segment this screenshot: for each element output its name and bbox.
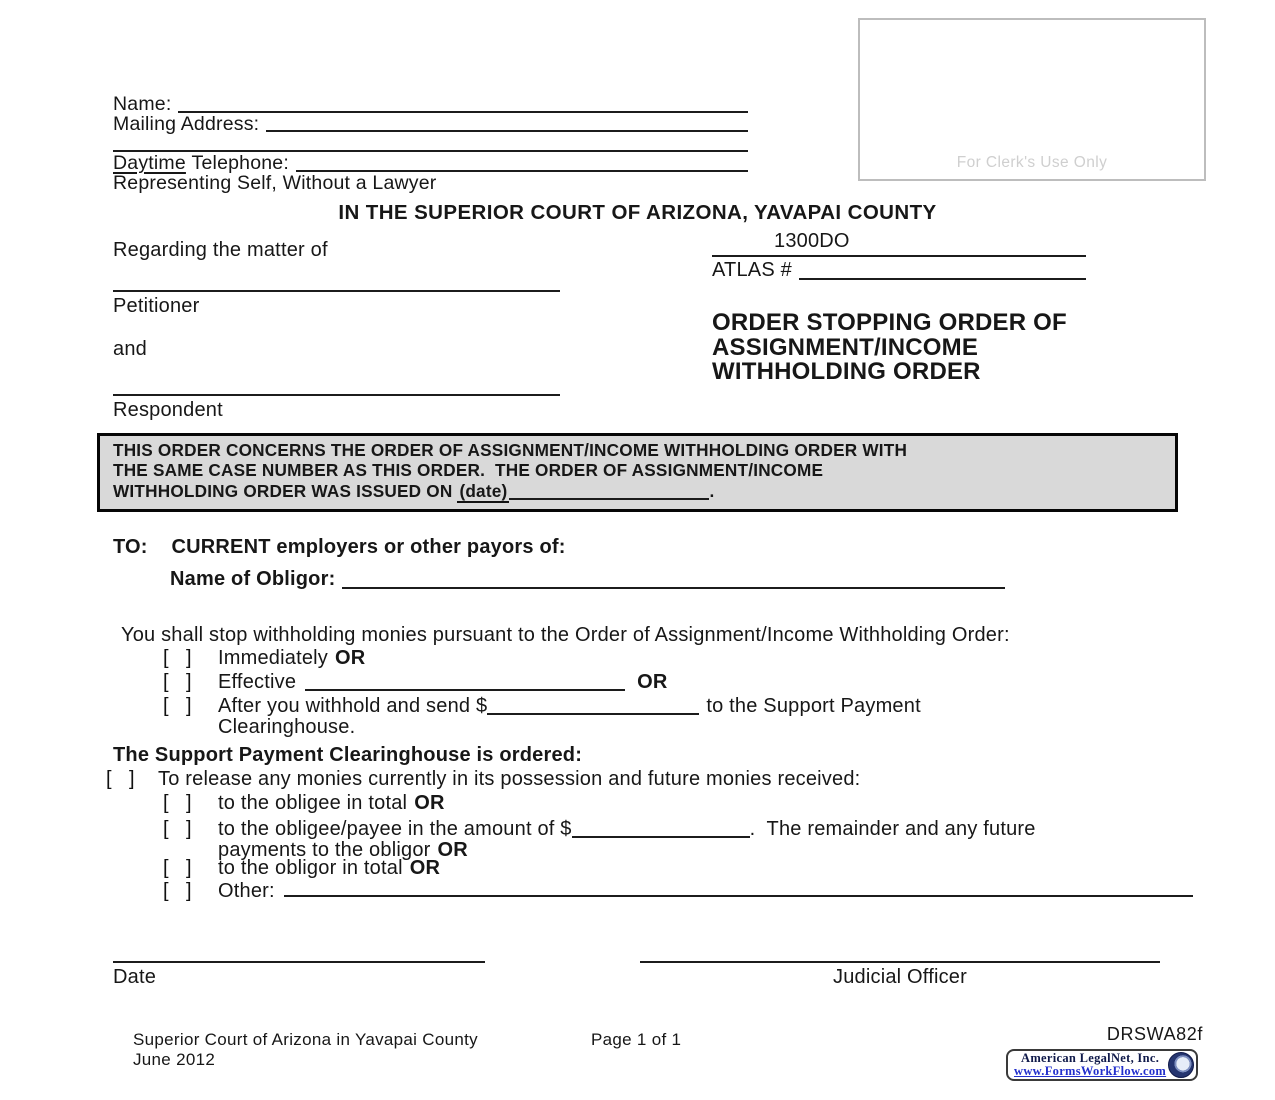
- or-label: OR: [409, 857, 441, 879]
- to-label: TO:: [113, 536, 148, 558]
- stop-intro: You shall stop withholding monies pursuant to the Order of Assignment/Income Withholding Order:: [121, 624, 1010, 646]
- checkbox-obligee-payee[interactable]: [ ]: [163, 818, 192, 840]
- footer-page-number: Page 1 of 1: [591, 1030, 682, 1049]
- representing-row: [113, 171, 748, 194]
- name-row: [113, 92, 748, 115]
- checkbox-obligor-total[interactable]: [ ]: [163, 857, 192, 879]
- footer-revision-date: June 2012: [133, 1049, 216, 1069]
- telephone-row: [113, 154, 748, 174]
- order-title-line2: ASSIGNMENT/INCOME: [712, 333, 979, 361]
- judicial-officer-label: Judicial Officer: [833, 966, 967, 988]
- or-label: OR: [335, 647, 366, 669]
- daytime-word: Daytime: [113, 152, 186, 175]
- order-title-line3: WITHHOLDING ORDER: [712, 358, 981, 386]
- issued-date-label: (date): [459, 480, 508, 501]
- obligee-payee-pre: to the obligee/payee in the amount of $: [218, 818, 572, 840]
- checkbox-release[interactable]: [ ]: [106, 768, 135, 790]
- checkbox-other[interactable]: [ ]: [163, 880, 192, 902]
- other-label: Other:: [218, 880, 275, 902]
- notice-line1: THIS ORDER CONCERNS THE ORDER OF ASSIGNMENT/INCOME WITHHOLDING ORDER WITH: [113, 440, 908, 460]
- obligor-total-text: [218, 858, 440, 879]
- withhold-amount-field[interactable]: [487, 695, 699, 715]
- effective-label: Effective: [218, 671, 297, 693]
- notice-line3-prefix: WITHHOLDING ORDER WAS ISSUED ON: [113, 480, 453, 501]
- or-label: OR: [414, 792, 445, 814]
- legalnet-text: [1014, 1052, 1166, 1079]
- order-title: [712, 311, 1192, 385]
- obligor-label: Name of Obligor:: [170, 568, 336, 590]
- option-obligor-total: [163, 858, 1193, 879]
- effective-date-field[interactable]: [305, 671, 625, 691]
- telephone-label: Telephone:: [191, 152, 289, 175]
- notice-line3-suffix: .: [709, 480, 715, 501]
- mailing-address-field[interactable]: [266, 130, 748, 132]
- after-withhold-post: to the Support Payment: [706, 695, 921, 717]
- obligee-total-label: to the obligee in total: [218, 792, 408, 814]
- atlas-label: ATLAS #: [712, 259, 792, 281]
- obligee-payee-text: [218, 818, 1036, 861]
- respondent-name-field[interactable]: [113, 394, 560, 396]
- immediately-label: Immediately: [218, 647, 329, 669]
- payee-amount-field[interactable]: [572, 818, 750, 838]
- checkbox-obligee-total[interactable]: [ ]: [163, 792, 192, 814]
- case-number-value: 1300DO: [774, 230, 850, 252]
- obligor-row: [170, 568, 1005, 591]
- date-label: Date: [113, 966, 157, 988]
- regarding-label: Regarding the matter of: [113, 239, 328, 261]
- footer-court-name: Superior Court of Arizona in Yavapai County: [133, 1030, 478, 1049]
- judicial-officer-signature-field[interactable]: [640, 961, 1160, 963]
- checkbox-effective[interactable]: [ ]: [163, 671, 192, 693]
- other-field[interactable]: [284, 895, 1193, 897]
- option-effective: [163, 671, 1193, 693]
- petitioner-name-field[interactable]: [113, 290, 560, 292]
- or-label: OR: [637, 671, 668, 693]
- atlas-number-field[interactable]: [799, 278, 1086, 280]
- case-number-line[interactable]: [712, 230, 1086, 257]
- obligee-total-text: [218, 793, 445, 814]
- legalnet-logo-box: [1006, 1049, 1198, 1081]
- conjunction-label: and: [113, 338, 147, 360]
- clerk-use-only-box: [858, 18, 1206, 181]
- notice-line2: THE SAME CASE NUMBER AS THIS ORDER. THE ORDER OF ASSIGNMENT/INCOME: [113, 460, 824, 481]
- court-heading: IN THE SUPERIOR COURT OF ARIZONA, YAVAPAI COUNTY: [338, 201, 937, 224]
- checkbox-after-withhold[interactable]: [ ]: [163, 695, 192, 717]
- issued-date-field[interactable]: [509, 482, 709, 499]
- option-release: [106, 768, 1166, 791]
- to-recipients: CURRENT employers or other payors of:: [171, 536, 566, 558]
- notice-line3: [113, 481, 1165, 501]
- obligor-name-field[interactable]: [342, 587, 1005, 589]
- name-label: Name:: [113, 92, 172, 115]
- name-field[interactable]: [178, 111, 748, 113]
- mailing-address-row: [113, 112, 748, 135]
- form-code: DRSWA82f: [1106, 1024, 1203, 1044]
- option-effective-text: [218, 671, 668, 693]
- obligee-payee-line2: payments to the obligor: [218, 839, 431, 861]
- option-obligee-payee-amount: [163, 818, 1193, 861]
- legalnet-url-link[interactable]: www.FormsWorkFlow.com: [1014, 1064, 1167, 1078]
- option-after-withhold: [163, 695, 1193, 738]
- date-signed-field[interactable]: [113, 961, 485, 963]
- clerk-use-only-label: For Clerk's Use Only: [956, 154, 1108, 171]
- option-obligee-total: [163, 793, 1193, 814]
- obligor-total-label: to the obligor in total: [218, 857, 403, 879]
- order-title-line1: ORDER STOPPING ORDER OF: [712, 309, 1067, 336]
- option-other: [163, 881, 1193, 902]
- obligee-payee-post: . The remainder and any future: [749, 818, 1036, 840]
- release-text: To release any monies currently in its possession and future monies received:: [158, 768, 861, 790]
- mailing-address-label: Mailing Address:: [113, 112, 260, 135]
- or-label: OR: [437, 839, 468, 861]
- representing-self-label: Representing Self, Without a Lawyer: [113, 171, 437, 194]
- checkbox-immediately[interactable]: [ ]: [163, 647, 192, 669]
- option-immediately: [163, 648, 1193, 669]
- to-line: [113, 536, 566, 559]
- clearinghouse-heading: The Support Payment Clearinghouse is ordered:: [113, 744, 583, 766]
- after-withhold-pre: After you withhold and send $: [218, 695, 488, 717]
- respondent-label: Respondent: [113, 399, 223, 421]
- petitioner-label: Petitioner: [113, 295, 200, 317]
- atlas-row: [712, 259, 1086, 282]
- legalnet-company-name: American LegalNet, Inc.: [1021, 1050, 1160, 1065]
- footer-left: [133, 1030, 478, 1069]
- notice-box: [97, 433, 1178, 512]
- option-immediately-text: [218, 648, 365, 669]
- filer-contact-block: [113, 92, 748, 194]
- after-withhold-line2: Clearinghouse.: [218, 716, 356, 738]
- globe-icon: [1168, 1052, 1194, 1078]
- option-after-withhold-text: [218, 695, 921, 738]
